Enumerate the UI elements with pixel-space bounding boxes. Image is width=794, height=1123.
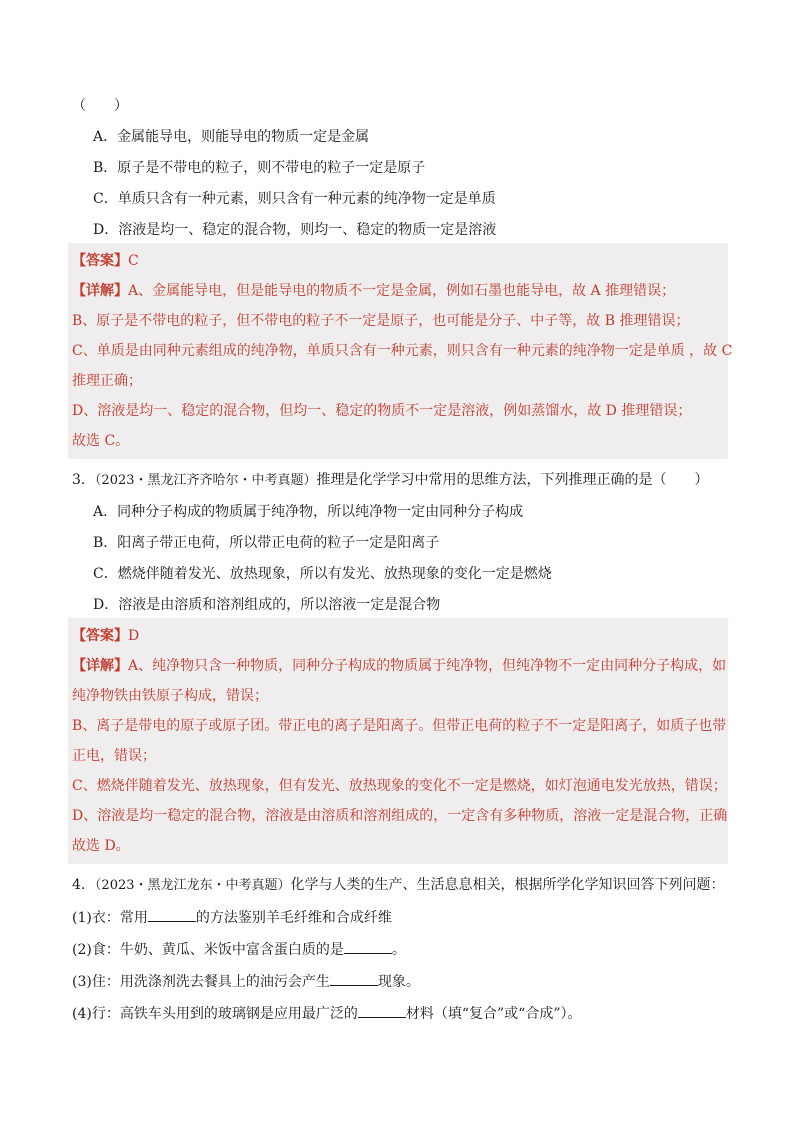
q3-answer-line — [72, 621, 724, 651]
fill-blank[interactable] — [148, 907, 196, 922]
fill-blank[interactable] — [344, 939, 392, 954]
q4-sub-2 — [72, 939, 724, 960]
q3-stem-text: 推理是化学学习中常用的思维方法，下列推理正确的是（ ） — [316, 472, 709, 488]
q3-detail-line-6: D、溶液是均一稳定的混合物，溶液是由溶质和溶剂组成的，一定含有多种物质，溶液一定是混合物，正确 — [72, 808, 728, 824]
q3-detail-line-3: B、离子是带电的原子或原子团。带正电的离子是阳离子。但带正电荷的粒子不一定是阳离子，如质子也带 — [72, 718, 727, 734]
q3-detail-text-1: A、纯净物只含一种物质，同种分子构成的物质属于纯净物，但纯净物不一定由同种分子构成，如 — [128, 658, 727, 674]
q4-sub-3-post: 现象。 — [377, 974, 420, 990]
answer-parentheses: （ ） — [72, 98, 128, 114]
q3-detail-line-7: 故选 D。 — [72, 838, 130, 854]
q4-stem-text: 化学与人类的生产、生活息息相关，根据所学化学知识回答下列问题： — [290, 877, 725, 893]
q4-sub-1-post: 的方法鉴别羊毛纤维和合成纤维 — [195, 910, 392, 926]
q2-detail-line-6: 故选 C。 — [72, 433, 130, 449]
detail-tag: 【详解】 — [72, 658, 128, 674]
detail-tag: 【详解】 — [72, 283, 128, 299]
q4-sub-1-pre: (1)衣：常用 — [72, 910, 148, 926]
q2-option-d: D．溶液是均一、稳定的混合物，则均一、稳定的物质一定是溶液 — [93, 222, 497, 238]
document-page — [72, 96, 733, 1024]
fill-blank[interactable] — [330, 971, 378, 986]
q2-detail-text-1: A、金属能导电，但是能导电的物质不一定是金属，例如石墨也能导电，故 A 推理错误； — [128, 283, 676, 299]
q3-detail-line-2: 纯净物铁由铁原子构成，错误； — [72, 688, 268, 704]
q4-sub-4 — [72, 1003, 724, 1024]
q3-option-d: D．溶液是由溶质和溶剂组成的，所以溶液一定是混合物 — [93, 597, 441, 613]
q2-detail-line-5: D、溶液是均一、稳定的混合物，但均一、稳定的物质不一定是溶液，例如蒸馏水，故 D 推理错误； — [72, 403, 692, 419]
q3-answer-value: D — [128, 628, 140, 644]
q4-sub-4-post: 材料（填“复合”或“合成”）。 — [405, 1006, 582, 1022]
q4-sub-1 — [72, 907, 724, 928]
q3-number: 3． — [72, 472, 95, 488]
q4-sub-2-post: 。 — [391, 942, 406, 958]
q2-detail-line-4: 推理正确； — [72, 373, 142, 389]
q4-source: （2023・黑龙江龙东・中考真题） — [94, 878, 291, 893]
q2-answer-block — [68, 243, 733, 459]
q3-option-a: A．同种分子构成的物质属于纯净物，所以纯净物一定由同种分子构成 — [93, 504, 524, 520]
q4-sub-2-pre: (2)食：牛奶、黄瓜、米饭中富含蛋白质的是 — [72, 942, 344, 958]
q4-sub-4-pre: (4)行：高铁车头用到的玻璃钢是应用最广泛的 — [72, 1006, 358, 1022]
q2-option-c: C．单质只含有一种元素，则只含有一种元素的纯净物一定是单质 — [93, 191, 496, 207]
q2-answer-line — [72, 246, 724, 276]
q3-answer-block — [68, 618, 728, 864]
answer-tag: 【答案】 — [72, 253, 128, 269]
q4-number: 4． — [72, 877, 95, 893]
q2-detail-line-1 — [72, 276, 724, 306]
answer-tag: 【答案】 — [72, 628, 128, 644]
q4-stem — [72, 875, 724, 896]
fill-blank[interactable] — [358, 1003, 406, 1018]
q2-option-b: B．原子是不带电的粒子，则不带电的粒子一定是原子 — [93, 160, 426, 176]
q2-detail-line-3: C、单质是由同种元素组成的纯净物，单质只含有一种元素，则只含有一种元素的纯净物一定是单质 ，故 C — [72, 343, 733, 359]
q2-detail-line-2: B、原子是不带电的粒子，但不带电的粒子不一定是原子，也可能是分子、中子等，故 B 推理错误； — [72, 313, 690, 329]
q3-detail-line-4: 正电，错误； — [72, 748, 156, 764]
q4-sub-3-pre: (3)住：用洗涤剂洗去餐具上的油污会产生 — [72, 974, 330, 990]
q3-detail-line-5: C、燃烧伴随着发光、放热现象，但有发光、放热现象的变化不一定是燃烧，如灯泡通电发光放热，错误； — [72, 778, 727, 794]
q2-answer-value: C — [128, 253, 139, 269]
q3-stem — [72, 470, 724, 491]
q3-option-b: B．阳离子带正电荷，所以带正电荷的粒子一定是阳离子 — [93, 535, 440, 551]
q3-source: （2023・黑龙江齐齐哈尔・中考真题） — [94, 473, 317, 488]
q4-sub-3 — [72, 971, 724, 992]
q3-detail-line-1 — [72, 651, 727, 681]
q3-option-c: C．燃烧伴随着发光、放热现象，所以有发光、放热现象的变化一定是燃烧 — [93, 566, 552, 582]
q2-option-a: A．金属能导电，则能导电的物质一定是金属 — [93, 129, 370, 145]
